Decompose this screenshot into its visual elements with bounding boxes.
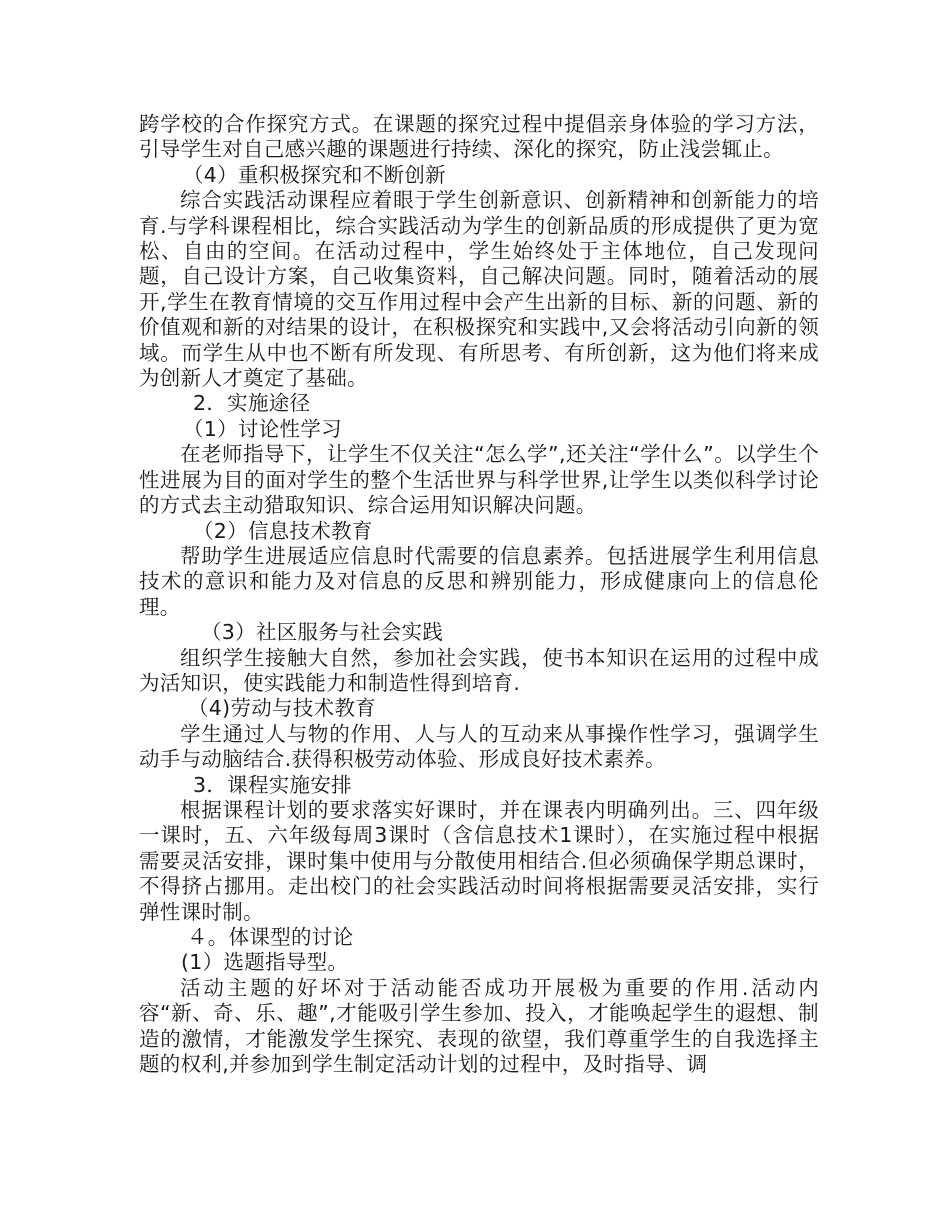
paragraph-cross-school-inquiry: 跨学校的合作探究方式。在课题的探究过程中提倡亲身体验的学习方法，引导学生对自己感兴趣的课题进行持续、深化的探究，防止浅尝辄止。 — [139, 112, 819, 162]
heading-topic-guidance: (1）选题指导型。 — [181, 950, 349, 975]
paragraph-course-schedule: 根据课程计划的要求落实好课时，并在课表内明确列出。三、四年级一课时，五、六年级每周3课时（含信息技术1课时），在实施过程中根据需要灵活安排，课时集中使用与分散使用相结合.但必须确保学期总课时，不得挤占挪用。走出校门的社会实践活动时间将根据需要灵活安排，实行弹性课时制。 — [139, 797, 819, 924]
heading-labor-technology: （4)劳动与技术教育 — [188, 696, 377, 721]
heading-it-education: （2）信息技术教育 — [193, 518, 373, 543]
paragraph-topic-guidance: 活动主题的好坏对于活动能否成功开展极为重要的作用.活动内容“新、奇、乐、趣”,才能吸引学生参加、投入，才能唤起学生的遐想、制造的激情，才能激发学生探究、表现的欲望，我们尊重学生的自我选择主题的权利,并参加到学生制定活动计划的过程中，及时指导、调 — [139, 975, 819, 1077]
paragraph-it-education: 帮助学生进展适应信息时代需要的信息素养。包括进展学生利用信息技术的意识和能力及对信息的反思和辨别能力，形成健康向上的信息伦理。 — [139, 543, 819, 619]
heading-lesson-types: ４。体课型的讨论 — [187, 925, 354, 949]
paragraph-community-service: 组织学生接触大自然，参加社会实践，使书本知识在运用的过程中成为活知识，使实践能力和制造性得到培育. — [139, 645, 819, 695]
heading-inquiry-innovation: （4）重积极探究和不断创新 — [183, 162, 446, 187]
document-page — [139, 112, 819, 1077]
paragraph-discussion-learning: 在老师指导下，让学生不仅关注“怎么学”,还关注“学什么”。以学生个性进展为目的面对学生的整个生活世界与科学世界,让学生以类似科学讨论的方式去主动猎取知识、综合运用知识解决问题。 — [139, 442, 819, 518]
paragraph-innovation: 综合实践活动课程应着眼于学生创新意识、创新精神和创新能力的培育.与学科课程相比，综合实践活动为学生的创新品质的形成提供了更为宽松、自由的空间。在活动过程中，学生始终处于主体地位，自己发现问题，自己设计方案，自己收集资料，自己解决问题。同时，随着活动的展开,学生在教育情境的交互作用过程中会产生出新的目标、新的问题、新的价值观和新的对结果的设计，在积极探究和实践中,又会将活动引向新的领域。而学生从中也不断有所发现、有所思考、有所创新，这为他们将来成为创新人才奠定了基础。 — [139, 188, 819, 391]
paragraph-labor-technology: 学生通过人与物的作用、人与人的互动来从事操作性学习，强调学生动手与动脑结合.获得积极劳动体验、形成良好技术素养。 — [139, 721, 819, 772]
heading-discussion-learning: （1）讨论性学习 — [183, 416, 342, 441]
heading-course-schedule: 3．课程实施安排 — [193, 772, 352, 797]
heading-implementation-paths: 2．实施途径 — [193, 391, 311, 416]
heading-community-service: （3）社区服务与社会实践 — [201, 620, 444, 645]
